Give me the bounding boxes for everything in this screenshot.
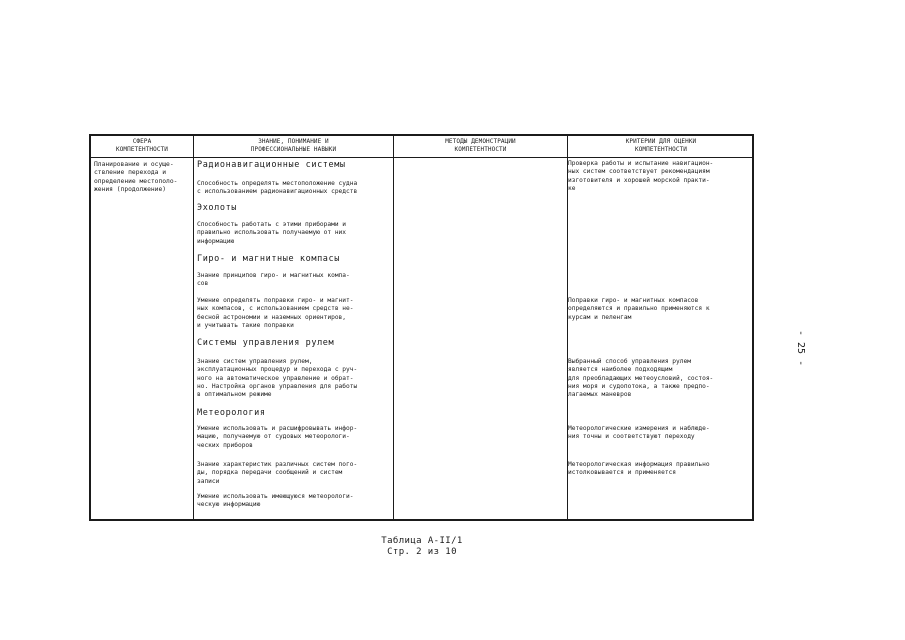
section-title: Гиро- и магнитные компасы (197, 254, 340, 264)
skill-item: Знание характеристик различных систем пого- ды, порядка передачи сообщений и систем записи (197, 461, 358, 485)
criteria-item: Метеорологические измерения и наблюде- ния точны и соответствуют переходу (568, 425, 710, 441)
table-reference: Таблица А-II/1 (381, 536, 463, 546)
skill-item: Знание систем управления рулем, эксплуатационных процедур и перехода с руч- ного на автоматическое управление и обрат- но. Настройка органов управления для работы в оптимальном режиме (197, 358, 358, 399)
criteria-item: Поправки гиро- и магнитных компасов определяются и правильно применяются к курсам и пеленгам (568, 297, 710, 321)
section-title: Системы управления рулем (197, 338, 335, 348)
competence-table (89, 134, 754, 521)
criteria-item: Проверка работы и испытание навигацион- ных систем соответствует рекомендациям изготовителя и хорошей морской практи- ке (568, 160, 714, 192)
skill-item: Умение использовать имеющуюся метеорологи- ческую информацию (197, 493, 354, 509)
header-sphere: СФЕРА КОМПЕТЕНТНОСТИ (116, 138, 168, 153)
section-title: Радионавигационные системы (197, 160, 346, 170)
page-number: - 25 - (795, 330, 806, 367)
skill-item: Способность работать с этими приборами и правильно использовать получаемую от них информацию (197, 221, 347, 245)
criteria-item: Метеорологическая информация правильно истолковывается и применяется (568, 461, 710, 477)
header-knowledge: ЗНАНИЕ, ПОНИМАНИЕ И ПРОФЕССИОНАЛЬНЫЕ НАВЫКИ (250, 138, 337, 153)
column-divider (393, 136, 394, 519)
page-footer (372, 536, 472, 558)
header-methods: МЕТОДЫ ДЕМОНСТРАЦИИ КОМПЕТЕНТНОСТИ (445, 138, 516, 153)
header-divider (91, 157, 752, 158)
skill-item: Способность определять местоположение судна с использованием радионавигационных средств (197, 180, 358, 196)
skill-item: Умение определять поправки гиро- и магнит- ных компасов, с использованием средств не- бесной астрономии и наземных ориентиров, и учитывать такие поправки (197, 297, 354, 329)
skill-item: Умение использовать и расшифровывать инфор- мацию, получаемую от судовых метеорологи- ческих приборов (197, 425, 358, 449)
header-criteria: КРИТЕРИИ ДЛЯ ОЦЕНКИ КОМПЕТЕНТНОСТИ (625, 138, 697, 153)
skill-item: Знание принципов гиро- и магнитных компа- сов (197, 272, 350, 288)
section-title: Эхолоты (197, 203, 238, 213)
section-title: Метеорология (197, 408, 266, 418)
page-indicator: Стр. 2 из 10 (387, 547, 457, 557)
criteria-item: Выбранный способ управления рулем является наиболее подходящим для преобладающих метеоусловий, состоя- ния моря и судопотока, а также предпо- лагаемых маневров (568, 358, 714, 399)
sphere-cell: Планирование и осуще- ствление перехода и определение местополо- жения (продолжение) (94, 161, 178, 193)
